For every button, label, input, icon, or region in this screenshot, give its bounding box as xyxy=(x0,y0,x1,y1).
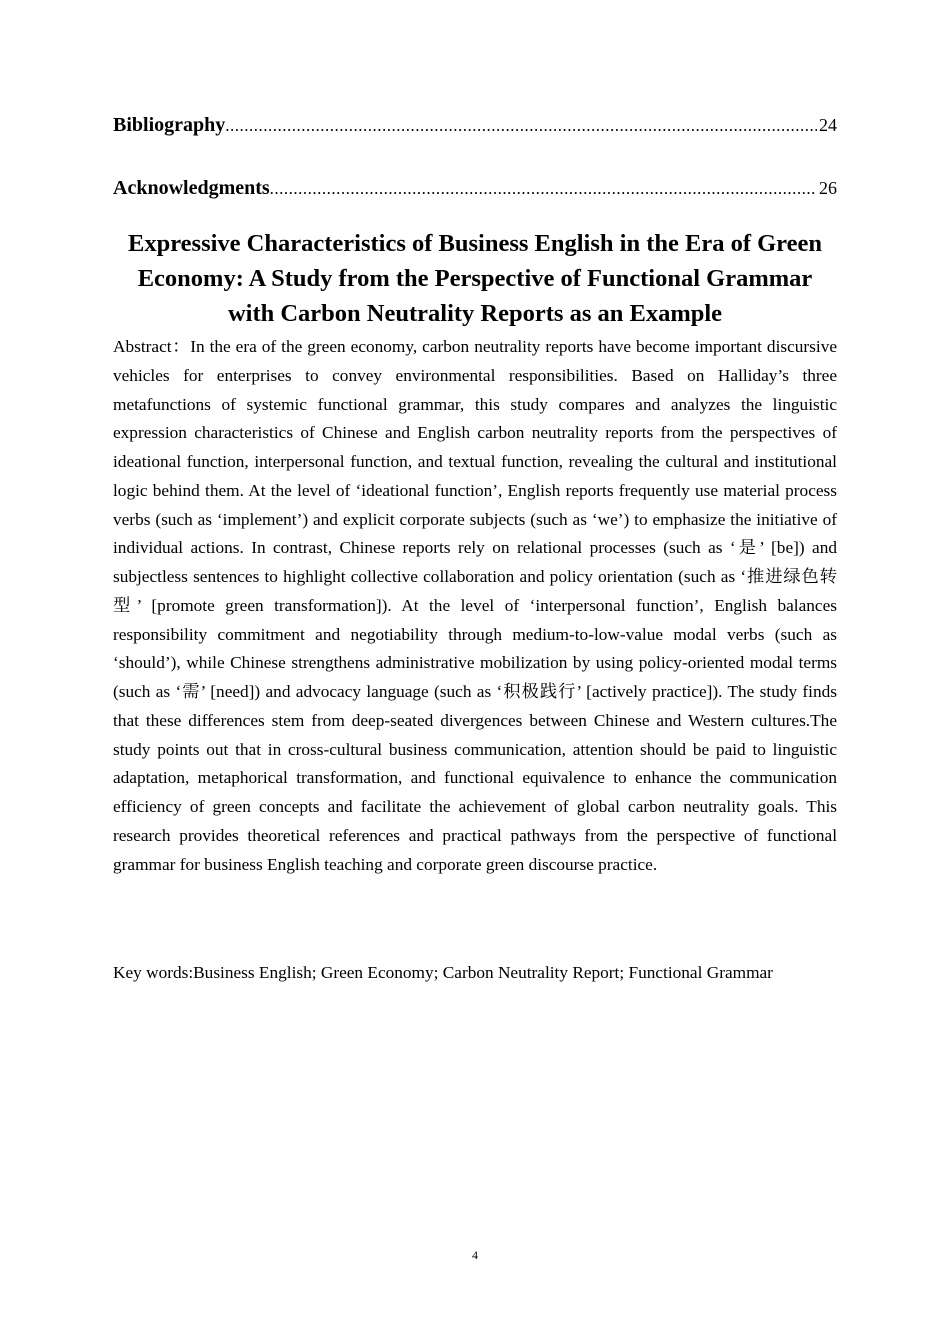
abstract-label: Abstract： xyxy=(113,337,191,356)
toc-page-number: 26 xyxy=(819,178,837,198)
toc-entry-acknowledgments[interactable] xyxy=(113,175,837,202)
toc-entry-bibliography[interactable] xyxy=(113,112,837,139)
keywords-text: Business English; Green Economy; Carbon Neutrality Report; Functional Grammar xyxy=(193,963,773,982)
paper-title: Expressive Characteristics of Business English in the Era of Green Economy: A Study from the Perspective of Functional Grammar with Carbon Neutrality Reports as an Example xyxy=(128,230,822,327)
abstract-paragraph xyxy=(113,333,837,879)
toc-title: Acknowledgments xyxy=(113,177,270,199)
page-number: 4 xyxy=(472,1248,478,1262)
toc-title: Bibliography xyxy=(113,114,226,136)
toc-page-number: 24 xyxy=(819,115,837,135)
keywords-label: Key words: xyxy=(113,963,194,982)
toc-leader-dots xyxy=(270,176,817,202)
toc-leader-dots xyxy=(225,113,817,139)
abstract-text: In the era of the green economy, carbon neutrality reports have become important discursive vehicles for enterprises to convey environmental responsibilities. Based on Halliday’s three metafunctions of systemic functional grammar, this study compares and analyzes the linguistic expression characteristics of Chinese and English carbon neutrality reports from the perspectives of ideational function, interpersonal function, and textual function, revealing the cultural and institutional logic behind them. At the level of ‘ideational function’, English reports frequently use material process verbs (such as ‘implement’) and explicit corporate subjects (such as ‘we’) to emphasize the initiative of individual actions. In contrast, Chinese reports rely on relational processes (such as ‘是’ [be]) and subjectless sentences to highlight collective collaboration and policy orientation (such as ‘推进绿色转型’ [promote green transformation]). At the level of ‘interpersonal function’, English balances responsibility commitment and negotiability through medium-to-low-value modal verbs (such as ‘should’), while Chinese strengthens administrative mobilization by using policy-oriented modal terms (such as ‘需’ [need]) and advocacy language (such as ‘积极践行’ [actively practice]). The study finds that these differences stem from deep-seated divergences between Chinese and Western cultures.The study points out that in cross-cultural business communication, attention should be paid to linguistic adaptation, metaphorical transformation, and functional equivalence to enhance the communication efficiency of green concepts and facilitate the achievement of global carbon neutrality goals. This research provides theoretical references and practical pathways from the perspective of functional grammar for business English teaching and corporate green discourse practice. xyxy=(113,337,838,874)
keywords-paragraph xyxy=(113,954,837,991)
